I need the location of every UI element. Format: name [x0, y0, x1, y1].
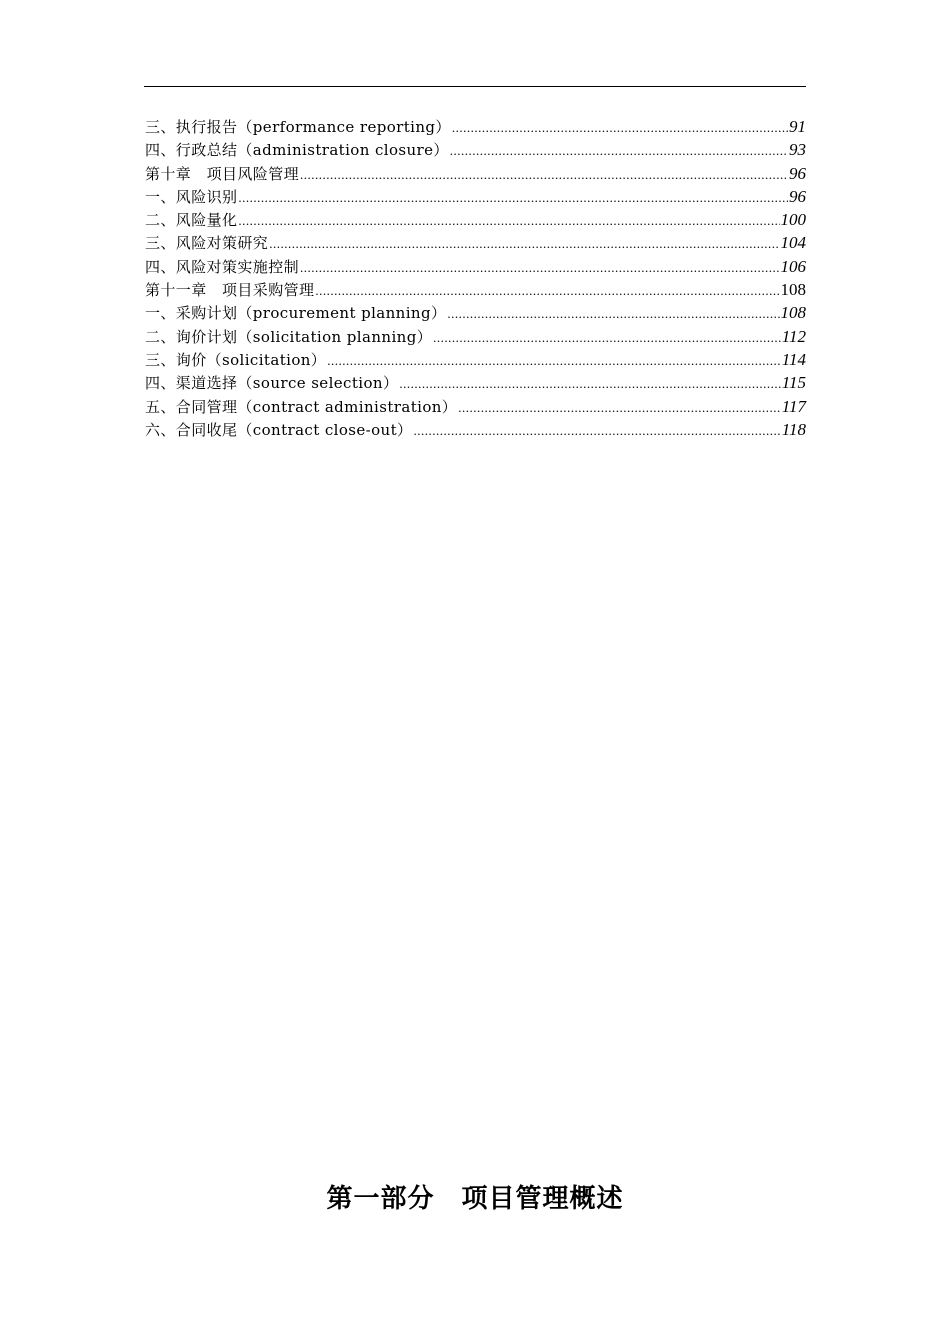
toc-page-number: 91 — [789, 117, 806, 136]
toc-entry-title: 四、行政总结（administration closure） — [145, 141, 449, 160]
toc-entry[interactable] — [145, 418, 806, 441]
toc-dot-leader — [269, 232, 779, 255]
toc-entry[interactable] — [145, 138, 806, 161]
toc-entry-title: 一、采购计划（procurement planning） — [145, 304, 447, 323]
toc-dot-leader — [399, 372, 780, 395]
toc-dot-leader — [327, 349, 781, 372]
toc-entry[interactable] — [145, 255, 806, 278]
toc-entry-title: 六、合同收尾（contract close-out） — [145, 420, 413, 439]
toc-dot-leader — [433, 326, 781, 349]
toc-entry-title: 三、询价（solicitation） — [145, 350, 327, 369]
toc-entry[interactable] — [145, 348, 806, 371]
toc-page-number: 96 — [789, 186, 806, 206]
toc-page-number: 118 — [781, 419, 806, 439]
toc-page-number: 100 — [780, 210, 806, 230]
toc-page-number: 115 — [781, 373, 806, 393]
toc-entry-title: 三、风险对策研究 — [145, 234, 269, 253]
toc-entry-title: 四、风险对策实施控制 — [145, 257, 300, 276]
toc-entry[interactable] — [145, 115, 806, 138]
toc-page-number: 117 — [781, 396, 806, 416]
toc-page-number: 93 — [789, 140, 806, 160]
toc-entry[interactable] — [145, 371, 806, 394]
toc-entry-title: 三、执行报告（performance reporting） — [145, 118, 451, 136]
toc-entry-title: 第十一章 项目采购管理 — [145, 281, 315, 300]
toc-dot-leader — [238, 186, 788, 209]
toc-page-number: 108 — [780, 303, 806, 323]
toc-entry[interactable] — [145, 185, 806, 208]
toc-entry[interactable] — [145, 325, 806, 348]
toc-entry[interactable] — [145, 231, 806, 254]
part-heading: 第一部分 项目管理概述 — [326, 1184, 624, 1214]
toc-page-number: 108 — [780, 280, 806, 300]
toc-dot-leader — [315, 279, 779, 302]
toc-dot-leader — [452, 116, 788, 139]
toc-dot-leader — [447, 302, 779, 325]
toc-dot-leader — [300, 163, 788, 186]
toc-dot-leader — [300, 256, 779, 279]
table-of-contents — [145, 115, 806, 441]
toc-entry-title: 第十章 项目风险管理 — [145, 164, 300, 183]
toc-entry-title: 四、渠道选择（source selection） — [145, 374, 399, 393]
toc-dot-leader — [458, 396, 781, 419]
toc-entry[interactable] — [145, 395, 806, 418]
toc-dot-leader — [238, 209, 779, 232]
toc-page-number: 104 — [780, 233, 806, 253]
toc-entry[interactable] — [145, 301, 806, 324]
toc-page-number: 106 — [780, 256, 806, 276]
header-rule — [144, 86, 806, 87]
toc-entry[interactable] — [145, 208, 806, 231]
toc-entry-title: 二、询价计划（solicitation planning） — [145, 327, 433, 346]
toc-entry-title: 五、合同管理（contract administration） — [145, 397, 458, 416]
toc-entry-title: 一、风险识别 — [145, 187, 238, 206]
toc-page-number: 114 — [781, 349, 806, 369]
toc-entry[interactable] — [145, 278, 806, 301]
toc-entry[interactable] — [145, 162, 806, 185]
toc-page-number: 96 — [789, 163, 806, 183]
toc-entry-title: 二、风险量化 — [145, 211, 238, 230]
toc-page-number: 112 — [781, 326, 806, 346]
toc-dot-leader — [413, 419, 780, 442]
toc-dot-leader — [450, 139, 788, 162]
